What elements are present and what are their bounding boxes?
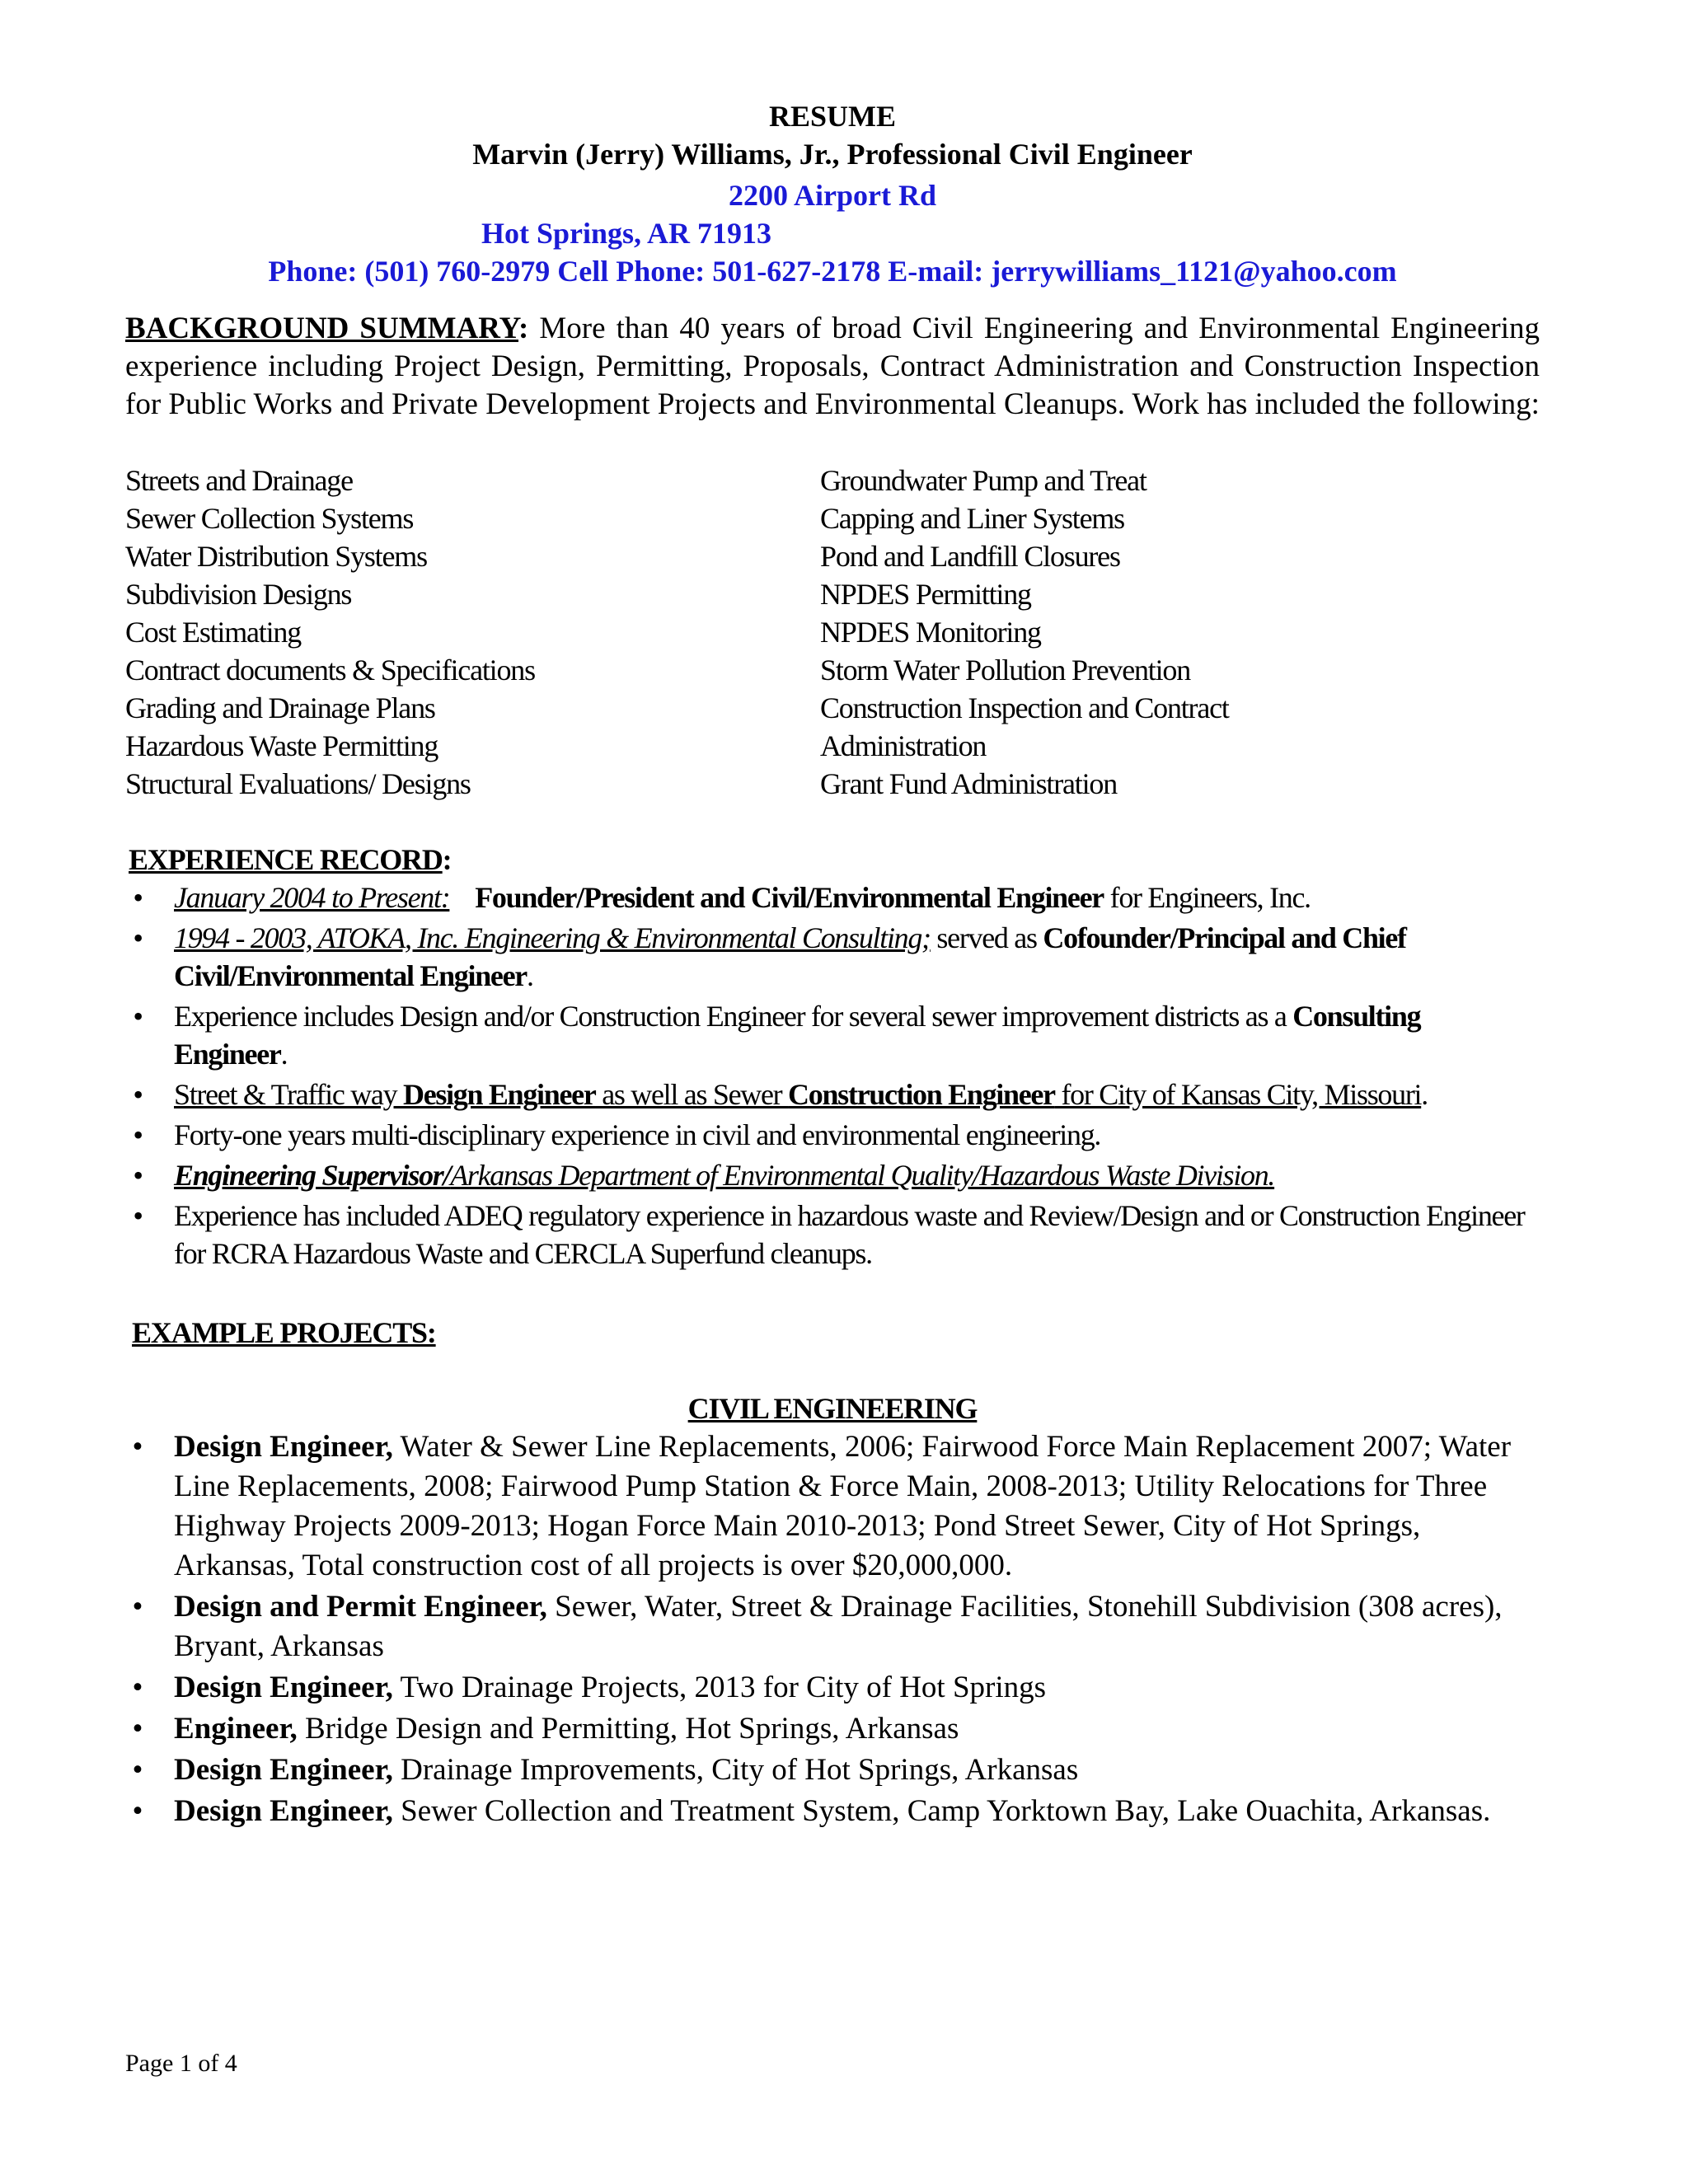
skill-item: Administration [820,729,987,762]
list-item: • Design Engineer, Sewer Collection and Treatment System, Camp Yorktown Bay, Lake Ouachita, Arkansas. [125,1792,1540,1831]
bullet-icon: • [132,1753,143,1787]
bullet-icon: • [132,1590,143,1624]
civil-engineering-heading: CIVIL ENGINEERING [687,1392,978,1425]
list-item: • Design and Permit Engineer, Sewer, Water, Street & Drainage Facilities, Stonehill Subdivision (308 acres), Bryant, Arkansas [125,1587,1540,1666]
bullet-icon: • [132,1794,143,1828]
experience-dates: 1994 - 2003, ATOKA, Inc. Engineering & Environmental Consulting; [174,921,931,954]
experience-heading-text: EXPERIENCE RECORD [129,843,443,876]
list-item: • Street & Traffic way Design Engineer as well as Sewer Construction Engineer for City of Kansas City, Missouri. [125,1076,1540,1113]
project-role: Design Engineer, [174,1430,393,1464]
list-item: • Engineering Supervisor/Arkansas Department of Environmental Quality/Hazardous Waste Division. [125,1156,1540,1194]
experience-role: Cofounder/Principal and Chief Civil/Environmental Engineer [174,921,1406,992]
list-item: • Engineer, Bridge Design and Permitting, Hot Springs, Arkansas [125,1709,1540,1749]
experience-list [125,879,1540,1272]
skill-item: Groundwater Pump and Treat [820,464,1146,497]
experience-role: Engineering Supervisor/ [174,1159,451,1192]
experience-role: Consulting Engineer [174,1000,1421,1071]
background-colon: : [518,312,529,345]
list-item: • Experience includes Design and/or Construction Engineer for several sewer improvement districts as a Consulting Engineer. [125,997,1540,1073]
skill-item: Contract documents & Specifications [125,654,535,687]
skill-item: Streets and Drainage [125,464,353,497]
skill-item: Construction Inspection and Contract [820,691,1229,724]
experience-dates: January 2004 to Present: [174,881,450,914]
skill-item: Grant Fund Administration [820,767,1117,800]
list-item: • Design Engineer, Two Drainage Projects, 2013 for City of Hot Springs [125,1668,1540,1708]
projects-list [125,1427,1540,1831]
bullet-icon: • [132,1671,143,1704]
skills-left-column [125,462,820,803]
bullet-icon: • [133,1199,143,1232]
list-item: • Design Engineer, Drainage Improvements, City of Hot Springs, Arkansas [125,1750,1540,1790]
experience-heading-colon: : [442,843,452,876]
project-role: Engineer, [174,1712,298,1746]
resume-page [125,97,1540,1833]
bullet-icon: • [133,1000,143,1033]
project-role: Design and Permit Engineer, [174,1590,547,1624]
address-line-1: 2200 Airport Rd [729,179,936,212]
bullet-icon: • [133,881,143,914]
experience-role: Founder/President and Civil/Environmental Engineer [475,881,1104,914]
resume-name: Marvin (Jerry) Williams, Jr., Professional Civil Engineer [472,138,1193,171]
skill-item: Pond and Landfill Closures [820,540,1120,573]
projects-heading: EXAMPLE PROJECTS: [132,1316,436,1349]
background-summary [125,310,1540,424]
skill-item: Capping and Liner Systems [820,502,1124,535]
skill-item: Hazardous Waste Permitting [125,729,438,762]
contact-line: Phone: (501) 760-2979 Cell Phone: 501-627-2178 E-mail: jerrywilliams_1121@yahoo.com [268,255,1397,288]
bullet-icon: • [133,1159,143,1192]
list-item: • January 2004 to Present: Founder/President and Civil/Environmental Engineer for Engineers, Inc. [125,879,1540,916]
bullet-icon: • [133,1078,143,1111]
skill-item: Structural Evaluations/ Designs [125,767,471,800]
skill-item: Water Distribution Systems [125,540,427,573]
project-role: Design Engineer, [174,1671,393,1704]
page-number: Page 1 of 4 [125,2050,237,2077]
skill-item: Storm Water Pollution Prevention [820,654,1191,687]
skills-list [125,462,1540,803]
skill-item: Subdivision Designs [125,578,352,611]
skills-right-column [820,462,1515,803]
project-role: Design Engineer, [174,1794,393,1828]
background-summary-label: BACKGROUND SUMMARY [125,312,519,345]
skill-item: Cost Estimating [125,616,302,649]
skill-item: NPDES Permitting [820,578,1031,611]
list-item: • Design Engineer, Water & Sewer Line Replacements, 2006; Fairwood Force Main Replacement 2007; Water Line Replacements, 2008; Fairwood Pump Station & Force Main, 2008-2013; Utility Relocations for Three Highway Projects 2009-2013; Hogan Force Main 2010-2013; Pond Street Sewer, City of Hot Springs, Arkansas, Total construction cost of all projects is over $20,000,000. [125,1427,1540,1586]
list-item: • Forty-one years multi-disciplinary experience in civil and environmental engineering. [125,1116,1540,1154]
skill-item: Sewer Collection Systems [125,502,414,535]
skill-item: Grading and Drainage Plans [125,691,435,724]
resume-title: RESUME [768,100,897,133]
bullet-icon: • [133,921,143,954]
bullet-icon: • [132,1712,143,1746]
background-summary-text: More than 40 years of broad Civil Engineering and Environmental Engineering experience including Project Design, Permitting, Proposals, Contract Administration and Construction Inspection for Public Works and Private Development Projects and Environmental Cleanups. Work has included the following: [125,312,1540,421]
list-item: • 1994 - 2003, ATOKA, Inc. Engineering & Environmental Consulting; served as Cofounder/Principal and Chief Civil/Environmental Engineer. [125,919,1540,995]
project-role: Design Engineer, [174,1753,393,1787]
bullet-icon: • [133,1118,143,1151]
skill-item: NPDES Monitoring [820,616,1041,649]
bullet-icon: • [132,1430,143,1464]
address-line-2: Hot Springs, AR 71913 [481,217,772,250]
experience-heading [125,841,1540,879]
list-item: • Experience has included ADEQ regulatory experience in hazardous waste and Review/Design and or Construction Engineer for RCRA Hazardous Waste and CERCLA Superfund cleanups. [125,1197,1540,1272]
